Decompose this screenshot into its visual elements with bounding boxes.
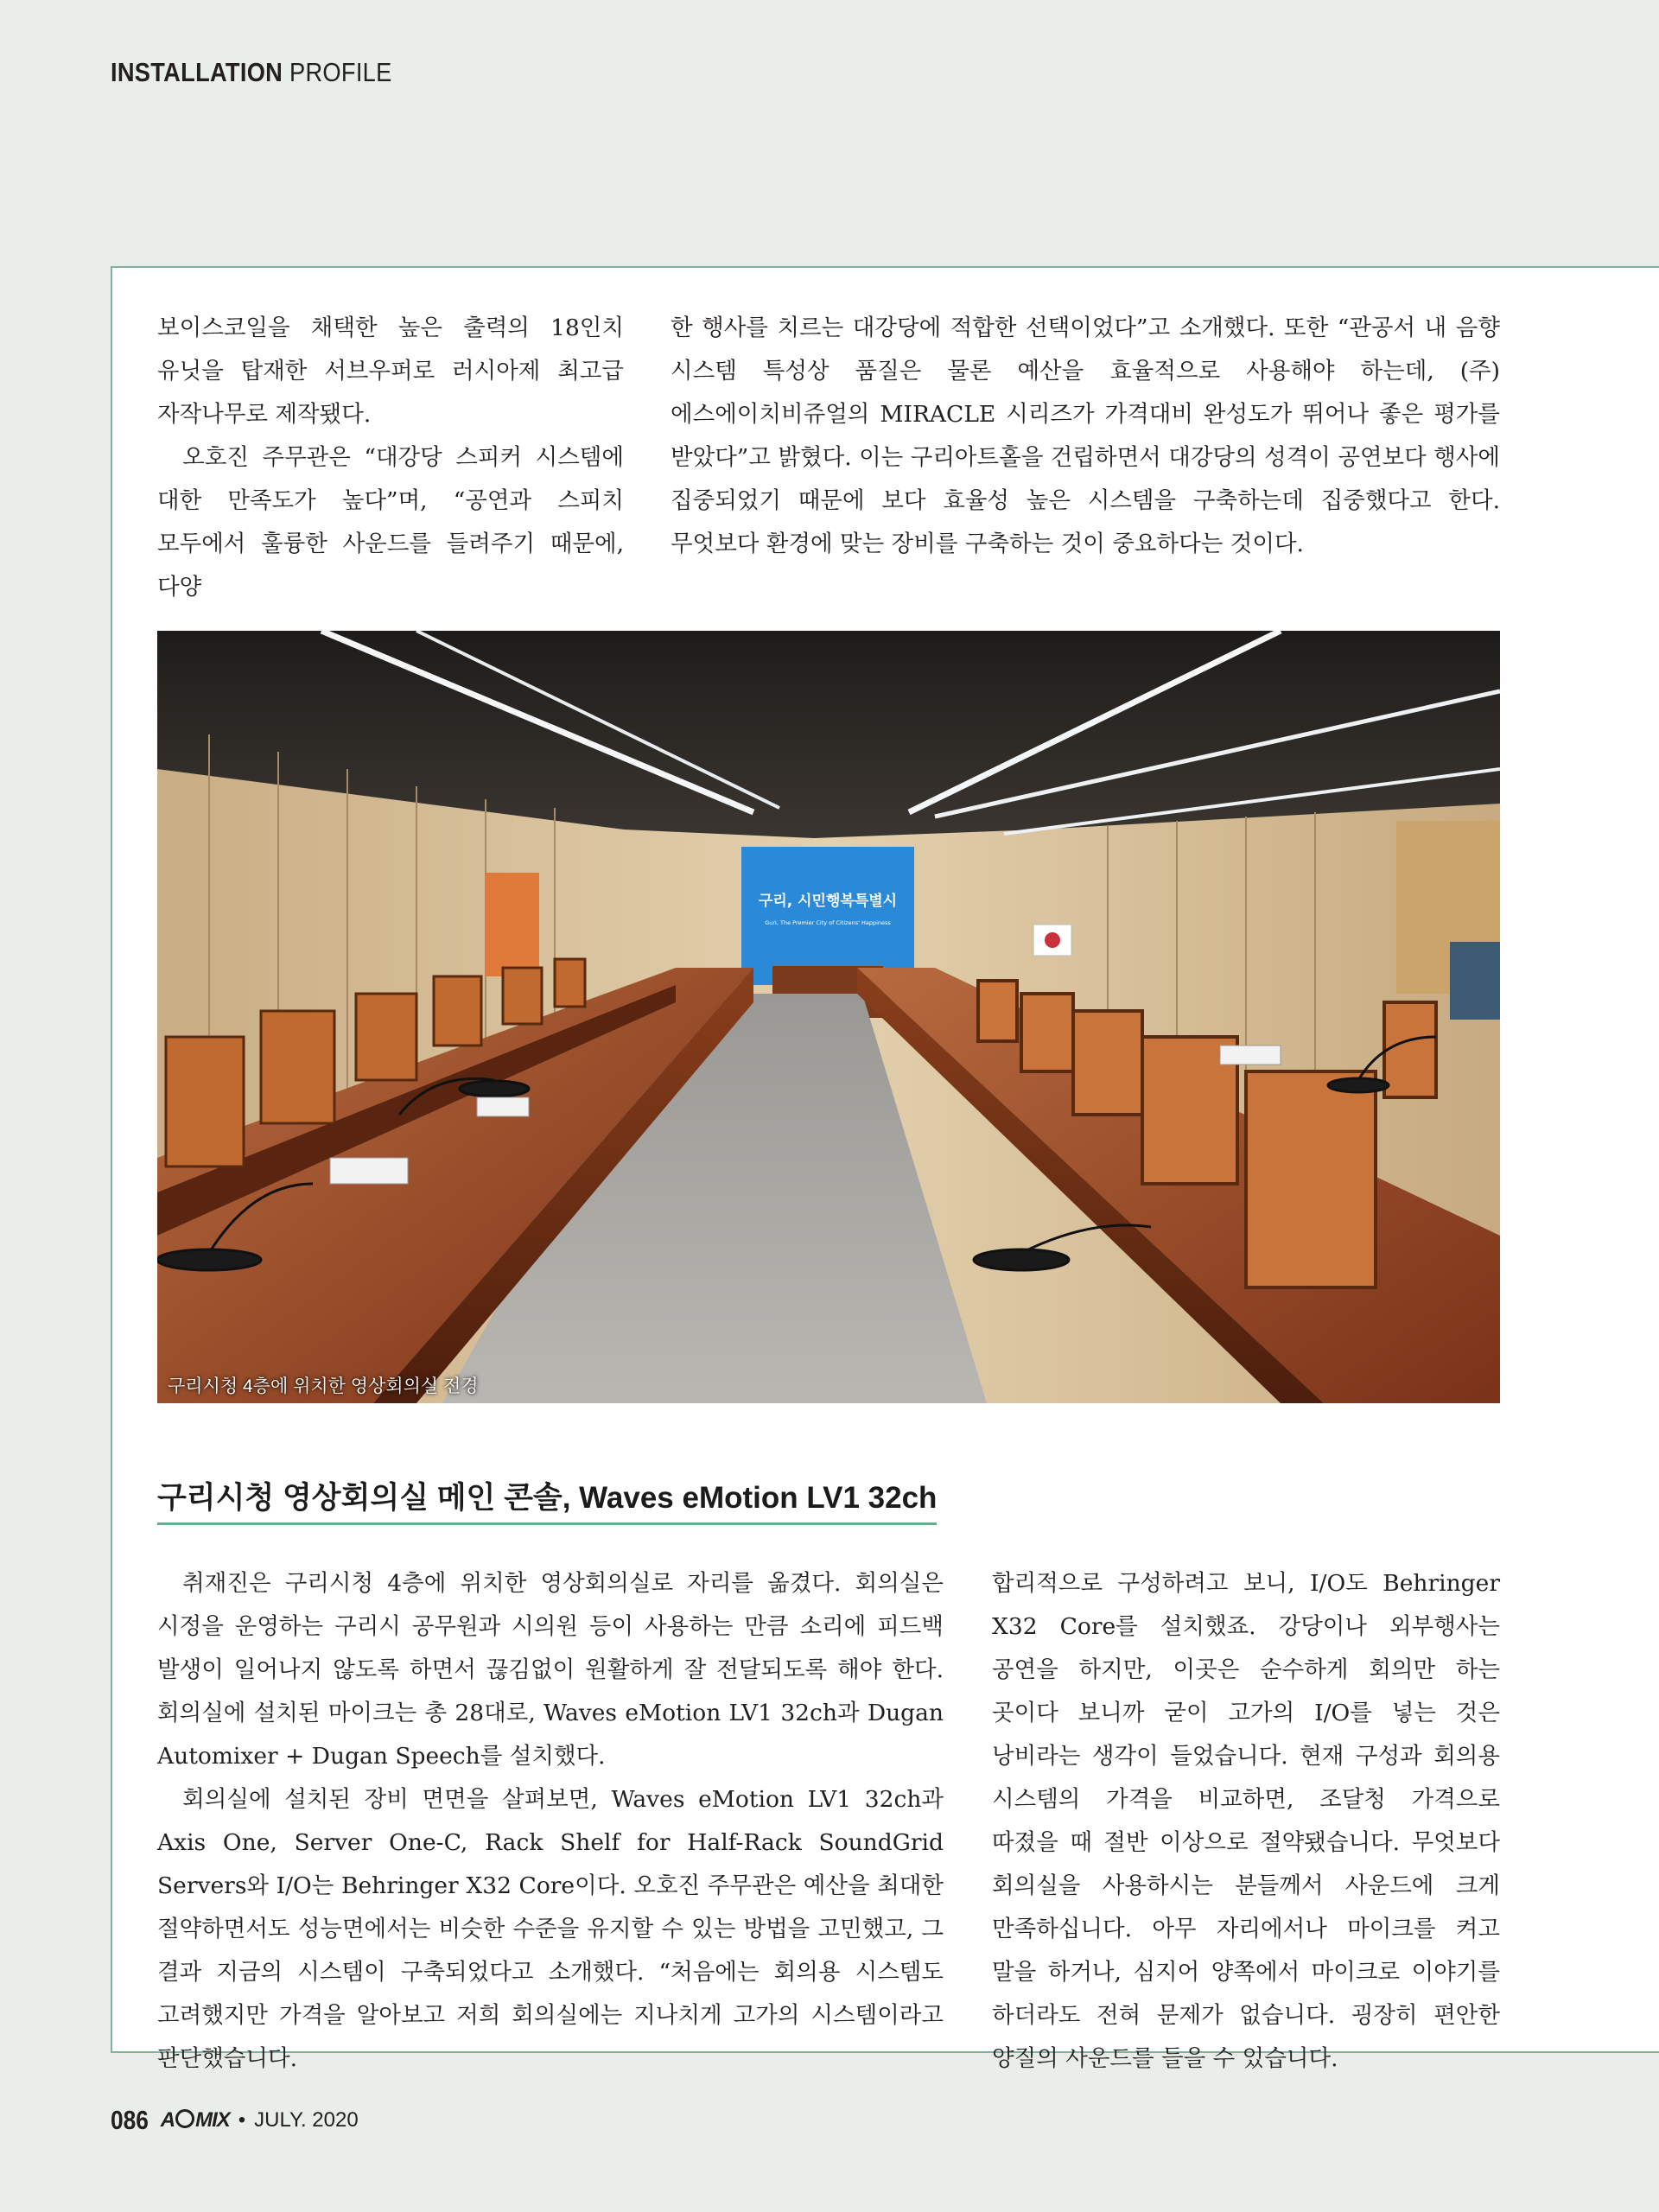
logo-ring-icon <box>175 2109 194 2128</box>
top-left-column <box>157 307 624 609</box>
page-footer <box>111 2105 359 2136</box>
conference-room-photo <box>157 631 1500 1403</box>
conference-room-illustration <box>157 631 1500 1403</box>
section-header: INSTALLATION PROFILE <box>111 57 392 87</box>
paragraph: 합리적으로 구성하려고 보니, I/O도 Behringer X32 Core를 설치했죠. 강당이나 외부행사는 공연을 하지만, 이곳은 순수하게 회의만 하는 곳이다 보니까 굳이 고가의 I/O를 넣는 것은 낭비라는 생각이 들었습니다. 현재 구성과 회의용 시스템의 가격을 비교하면, 조달청 가격으로 따졌을 때 절반 이상으로 절약됐습니다. 무엇보다 회의실을 사용하시는 분들께서 사운드에 크게 만족하십니다. 아무 자리에서나 마이크를 켜고 말을 하거나, 심지어 양쪽에서 마이크로 이야기를 하더라도 전혀 문제가 없습니다. 굉장히 편안한 양질의 사운드를 들을 수 있습니다. <box>992 1570 1500 2072</box>
city-banner <box>741 847 914 985</box>
section-title: 구리시청 영상회의실 메인 콘솔, Waves eMotion LV1 32ch <box>157 1474 937 1525</box>
bullet-separator: • <box>238 2108 246 2132</box>
monitor <box>1450 942 1500 1020</box>
page-number: 086 <box>111 2105 149 2135</box>
door <box>486 873 539 976</box>
banner-subtitle: Guri, The Premier City of Citizens' Happiness <box>765 919 891 926</box>
bottom-right-column <box>992 1562 1500 2081</box>
top-right-column <box>671 307 1500 566</box>
paragraph: 한 행사를 치르는 대강당에 적합한 선택이었다”고 소개했다. 또한 “관공서 내 음향 시스템 특성상 품질은 물론 예산을 효율적으로 사용해야 하는데, (주)에스에이치비쥬얼의 MIRACLE 시리즈가 가격대비 완성도가 뛰어나 좋은 평가를 받았다”고 밝혔다. 이는 구리아트홀을 건립하면서 대강당의 성격이 공연보다 행사에 집중되었기 때문에 보다 효율성 높은 시스템을 구축하는데 집중했다고 한다. 무엇보다 환경에 맞는 장비를 구축하는 것이 중요하다는 것이다. <box>671 315 1500 557</box>
issue-date: JULY. 2020 <box>254 2108 359 2132</box>
paragraph: 보이스코일을 채택한 높은 출력의 18인치 유닛을 탑재한 서브우퍼로 러시아제 최고급 자작나무로 제작됐다. <box>157 315 624 428</box>
bottom-left-column <box>157 1562 944 2081</box>
paragraph: 오호진 주무관은 “대강당 스피커 시스템에 대한 만족도가 높다”며, “공연과 스피치 모두에서 훌륭한 사운드를 들려주기 때문에, 다양 <box>157 444 624 601</box>
magazine-logo: A MIX <box>160 2108 230 2132</box>
photo-caption: 구리시청 4층에 위치한 영상회의실 전경 <box>168 1376 479 1396</box>
paragraph: 취재진은 구리시청 4층에 위치한 영상회의실로 자리를 옮겼다. 회의실은 시정을 운영하는 구리시 공무원과 시의원 등이 사용하는 만큼 소리에 피드백 발생이 일어나지 않도록 하면서 끊김없이 원활하게 잘 전달되도록 해야 한다. 회의실에 설치된 마이크는 총 28대로, Waves eMotion LV1 32ch과 Dugan Automixer + Dugan Speech를 설치했다. <box>157 1570 944 1770</box>
paragraph: 회의실에 설치된 장비 면면을 살펴보면, Waves eMotion LV1 32ch과 Axis One, Server One-C, Rack Shelf for Half-Rack SoundGrid Servers와 I/O는 Behringer X32 Core이다. 오호진 주무관은 예산을 최대한 절약하면서도 성능면에서는 비슷한 수준을 유지할 수 있는 방법을 고민했고, 그 결과 지금의 시스템이 구축되었다고 소개했다. “처음에는 회의용 시스템도 고려했지만 가격을 알아보고 저희 회의실에는 지나치게 고가의 시스템이라고 판단했습니다. <box>157 1786 944 2072</box>
banner-title: 구리, 시민행복특별시 <box>758 893 898 910</box>
